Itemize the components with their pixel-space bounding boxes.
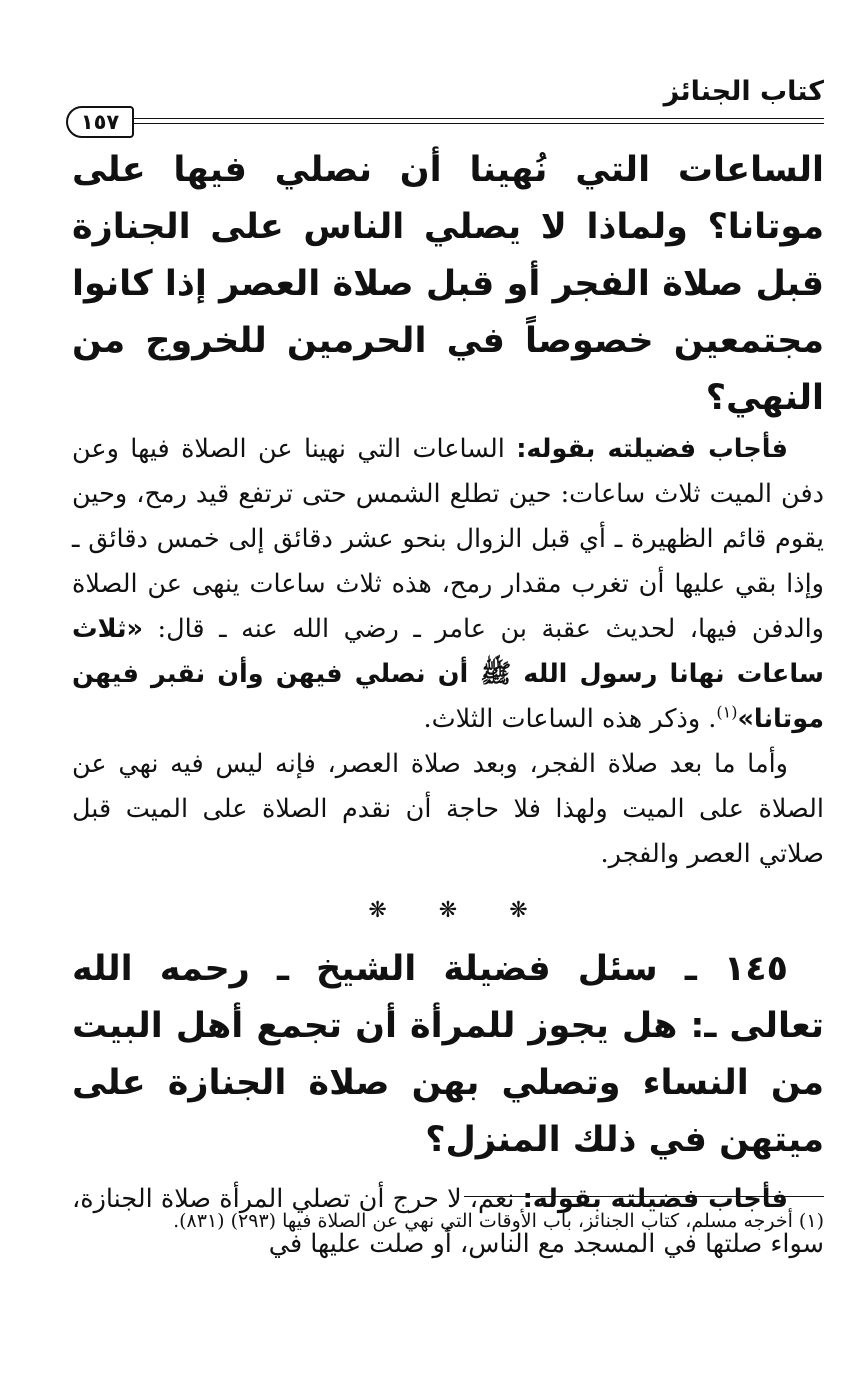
question-text: الساعات التي نُهينا أن نصلي فيها على موتانا؟ ولماذا لا يصلي الناس على الجنازة قبل صلاة الفجر أو قبل صلاة العصر إذا كانوا مجتمعين خصوصاً في الحرمين للخروج من النهي؟: [72, 150, 824, 418]
answer-lead: فأجاب فضيلته بقوله:: [516, 434, 788, 464]
footnote-marker: (١): [716, 702, 738, 722]
hadith-quote: «ثلاث ساعات نهانا رسول الله ﷺ أن نصلي فيهن وأن نقبر فيهن موتانا»: [72, 614, 824, 734]
star-icon: ❋: [368, 898, 387, 923]
question-text: ١٤٥ ـ سئل فضيلة الشيخ ـ رحمه الله تعالى ـ: هل يجوز للمرأة أن تجمع أهل البيت من النساء وتصلي بهن صلاة الجنازة على ميتهن في ذلك المنزل؟: [72, 949, 824, 1160]
footnote-rule: [464, 1196, 824, 1197]
answer-lead: فأجاب فضيلته بقوله:: [522, 1184, 788, 1214]
answer-text: . وذكر هذه الساعات الثلاث.: [423, 704, 717, 734]
footnote: (١) أخرجه مسلم، كتاب الجنائز، باب الأوقات التي نهي عن الصلاة فيها (٢٩٣) (٨٣١).: [173, 1210, 824, 1232]
answer-text: الساعات التي نهينا عن الصلاة فيها وعن دفن الميت ثلاث ساعات: حين تطلع الشمس حتى ترتفع قيد رمح، وحين يقوم قائم الظهيرة ـ أي قبل الزوال بنحو عشر دقائق إلى خمس دقائق ـ وإذا بقي عليها أن تغرب مقدار رمح، هذه ثلاث ساعات ينهى عن الصلاة والدفن فيها، لحديث عقبة بن عامر ـ رضي الله عنه ـ قال:: [72, 434, 824, 644]
answer-text: نعم، لا حرج أن تصلي المرأة صلاة الجنازة، سواء صلتها في المسجد مع الناس، أو صلت عليها في: [72, 1184, 824, 1259]
star-icon: ❋: [509, 898, 528, 923]
book-title: كتاب الجنائز: [663, 76, 824, 107]
page-header: [66, 74, 824, 134]
answer-paragraph: وأما ما بعد صلاة الفجر، وبعد صلاة العصر، فإنه ليس فيه نهي عن الصلاة على الميت ولهذا فلا حاجة أن نقدم الصلاة على الميت قبل صلاتي العصر والفجر.: [72, 749, 824, 869]
answer-paragraph: [72, 427, 824, 742]
header-rule: [122, 123, 824, 124]
star-icon: ❋: [438, 898, 458, 923]
section-separator: [72, 887, 824, 935]
header-rule: [122, 118, 824, 119]
page-number: ١٥٧: [66, 106, 134, 138]
page-content: [72, 142, 824, 1267]
